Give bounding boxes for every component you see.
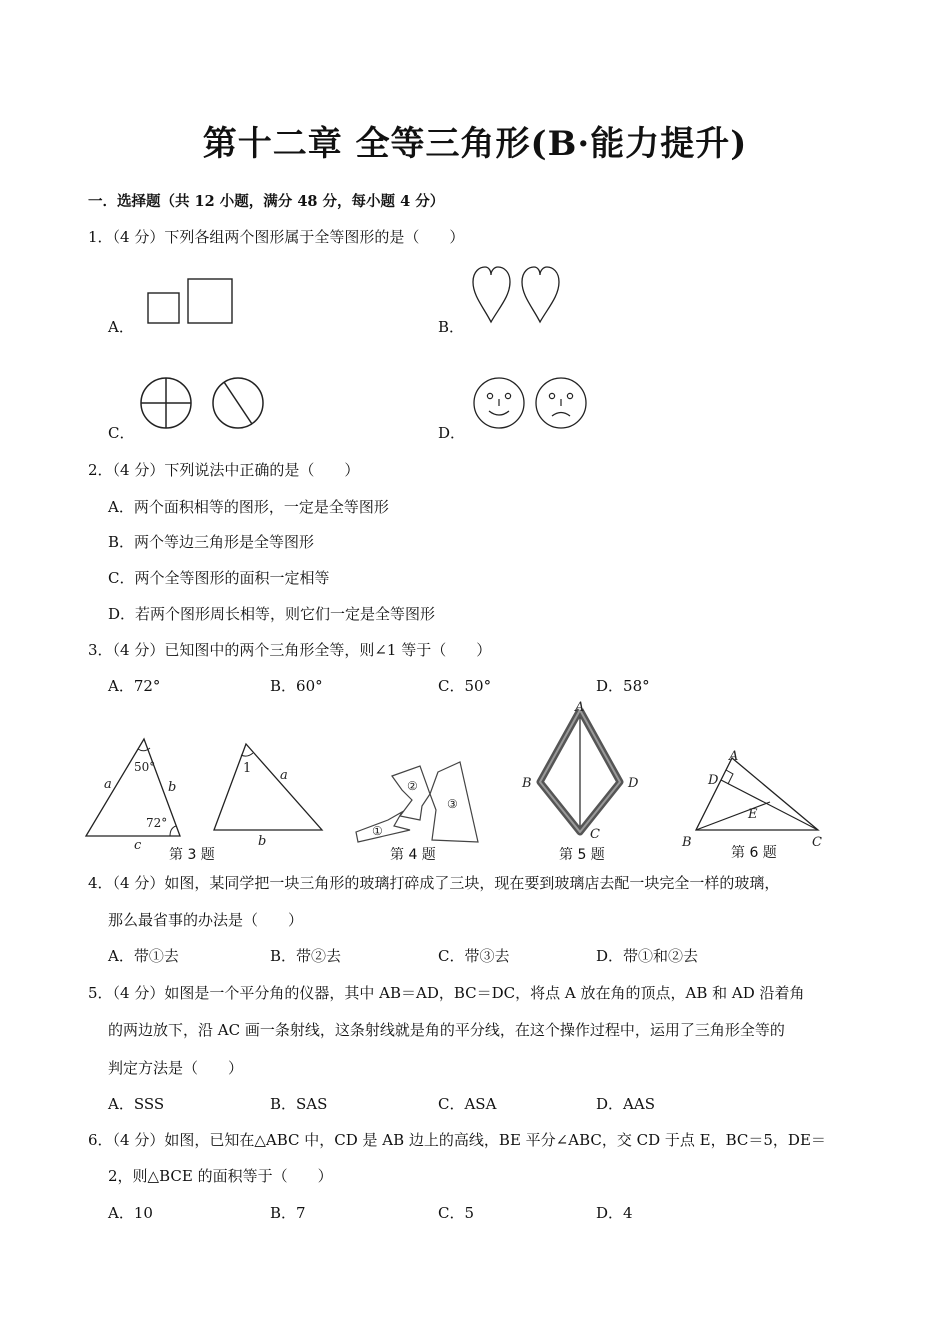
q2-option-b[interactable]: B．两个等边三角形是全等图形: [108, 533, 315, 551]
q2-option-c[interactable]: C．两个全等图形的面积一定相等: [108, 569, 330, 587]
triangle-right: [214, 744, 322, 830]
altitude-cd: [721, 780, 818, 830]
figure-3-triangles: [84, 736, 328, 853]
piece-2-label: ②: [407, 779, 418, 793]
q3-stem: 3．（4 分）已知图中的两个三角形全等，则∠1 等于（ ）: [88, 641, 492, 659]
q1-option-b[interactable]: B．: [438, 318, 465, 336]
q6-stem-line2: 2，则△BCE 的面积等于（ ）: [108, 1167, 333, 1185]
q5-stem-line1: 5．（4 分）如图是一个平分角的仪器，其中 AB＝AD，BC＝DC，将点 A 放在角的顶点，AB 和 AD 沿着角: [88, 984, 805, 1002]
q5-option-d[interactable]: D．AAS: [596, 1095, 655, 1113]
q1-figure-c-circles: [136, 374, 268, 432]
bisector-be: [696, 802, 770, 830]
point-d-label: D: [708, 773, 719, 788]
q4-option-d[interactable]: D．带①和②去: [596, 947, 699, 965]
figure-6-triangle: [680, 744, 830, 852]
q1-figure-a-squares: [140, 276, 240, 328]
section-heading: 一．选择题（共 12 小题，满分 48 分，每小题 4 分）: [88, 193, 445, 210]
side-a-right: a: [280, 768, 288, 783]
q6-option-a[interactable]: A．10: [108, 1204, 153, 1222]
point-b-label: B: [682, 835, 692, 850]
heart-left: [473, 267, 510, 322]
q6-stem-line1: 6．（4 分）如图，已知在△ABC 中，CD 是 AB 边上的高线，BE 平分∠ABC，交 CD 于点 E，BC＝5，DE＝: [88, 1131, 826, 1149]
caption-fig4: 第 4 题: [390, 847, 436, 863]
angle-1-label: 1: [243, 761, 252, 776]
figure-5-bisector-instrument: [518, 700, 648, 840]
q5-option-c[interactable]: C．ASA: [438, 1095, 497, 1113]
small-square: [148, 293, 179, 323]
angle-50-label: 50°: [134, 760, 156, 774]
q5-option-b[interactable]: B．SAS: [270, 1095, 328, 1113]
q1-option-a[interactable]: A．: [108, 318, 134, 336]
q2-option-a[interactable]: A．两个面积相等的图形，一定是全等图形: [108, 498, 389, 516]
point-e-label: E: [748, 807, 758, 822]
side-a-left: a: [104, 777, 112, 792]
heart-right: [522, 267, 559, 322]
angle-72-label: 72°: [146, 816, 168, 830]
q5-option-a[interactable]: A．SSS: [108, 1095, 165, 1113]
q6-option-c[interactable]: C．5: [438, 1204, 475, 1222]
q4-option-b[interactable]: B．带②去: [270, 947, 342, 965]
q1-stem: 1．（4 分）下列各组两个图形属于全等图形的是（ ）: [88, 228, 465, 246]
page-title: 第十二章 全等三角形(B·能力提升): [202, 124, 748, 164]
q4-stem-line1: 4．（4 分）如图，某同学把一块三角形的玻璃打碎成了三块，现在要到玻璃店去配一块完全一样的玻璃，: [88, 874, 780, 892]
side-b-right: b: [258, 834, 267, 849]
q6-option-d[interactable]: D．4: [596, 1204, 633, 1222]
q4-option-a[interactable]: A．带①去: [108, 947, 179, 965]
q5-stem-line3: 判定方法是（ ）: [108, 1059, 244, 1077]
q3-option-c[interactable]: C．50°: [438, 677, 492, 695]
point-b-label: B: [522, 776, 532, 791]
q3-option-b[interactable]: B．60°: [270, 677, 323, 695]
point-a-label: A: [729, 749, 739, 764]
glass-piece-2: [392, 766, 430, 820]
side-b-left: b: [168, 780, 177, 795]
q4-stem-line2: 那么最省事的办法是（ ）: [108, 911, 304, 929]
figure-4-glass-pieces: [352, 760, 486, 844]
point-c-label: C: [590, 827, 600, 842]
q4-option-c[interactable]: C．带③去: [438, 947, 510, 965]
q3-option-d[interactable]: D．58°: [596, 677, 650, 695]
caption-fig3: 第 3 题: [169, 847, 215, 863]
q2-option-d[interactable]: D．若两个图形周长相等，则它们一定是全等图形: [108, 605, 436, 623]
point-d-label: D: [628, 776, 639, 791]
large-square: [188, 279, 232, 323]
caption-fig5: 第 5 题: [559, 847, 605, 863]
q1-option-c[interactable]: C．: [108, 424, 135, 442]
point-a-label: A: [575, 700, 585, 715]
caption-fig6: 第 6 题: [731, 845, 777, 861]
q5-stem-line2: 的两边放下，沿 AC 画一条射线，这条射线就是角的平分线，在这个操作过程中，运用了三角形全等的: [108, 1021, 785, 1039]
piece-1-label: ①: [372, 824, 383, 838]
q1-figure-b-hearts: [470, 264, 562, 326]
piece-3-label: ③: [447, 797, 458, 811]
point-c-label: C: [812, 835, 822, 850]
side-c-left: c: [134, 838, 142, 853]
q3-option-a[interactable]: A．72°: [108, 677, 161, 695]
q2-stem: 2．（4 分）下列说法中正确的是（ ）: [88, 461, 360, 479]
q6-option-b[interactable]: B．7: [270, 1204, 306, 1222]
q1-option-d[interactable]: D．: [438, 424, 466, 442]
q1-figure-d-faces: [470, 374, 590, 432]
